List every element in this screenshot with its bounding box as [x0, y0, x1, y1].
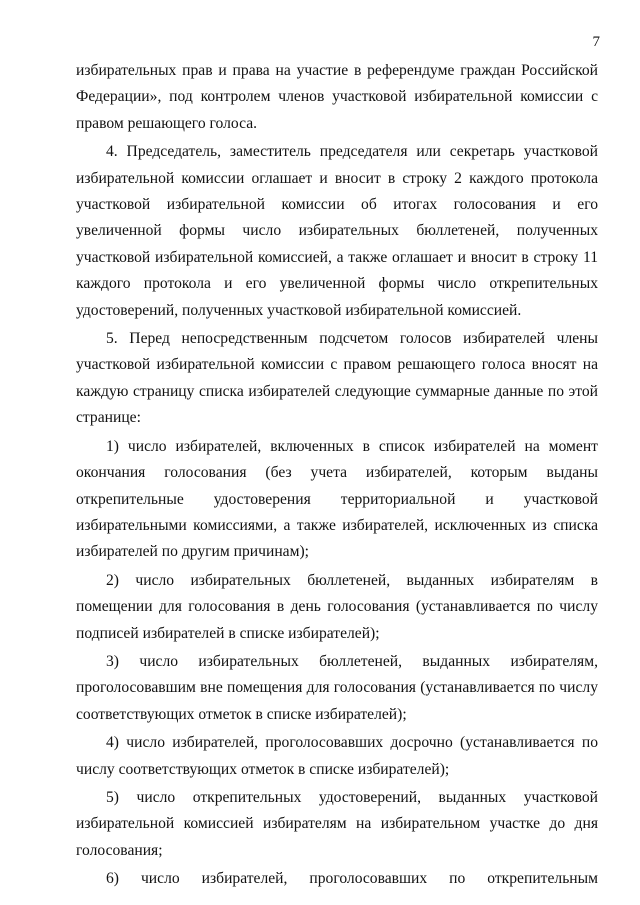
subitem-6: 6) число избирателей, проголосовавших по открепительным: [106, 870, 598, 888]
document-body: [76, 58, 598, 893]
page-number: 7: [592, 34, 600, 50]
subitem-2: 2) число избирательных бюллетеней, выданных избирателям в помещении для голосования в день голосования (устанавливается по числу подписей избирателей в списке избирателей);: [76, 571, 598, 642]
subitem-5: 5) число открепительных удостоверений, выданных участковой избирательной комиссией избирателям на избирательном участке до дня голосования;: [76, 788, 598, 859]
paragraph-item-4: 4. Председатель, заместитель председателя или секретарь участковой избирательной комиссии оглашает и вносит в строку 2 каждого протокола участковой избирательной комиссии об итогах голосования и его увеличенной формы число избирательных бюллетеней, полученных участковой избирательной комиссией, а также оглашает и вносит в строку 11 каждого протокола и его увеличенной формы число открепительных удостоверений, полученных участковой избирательной комиссией.: [76, 143, 598, 319]
paragraph-item-5: 5. Перед непосредственным подсчетом голосов избирателей члены участковой избирательной комиссии с правом решающего голоса вносят на каждую страницу списка избирателей следующие суммарные данные по этой странице:: [76, 330, 598, 427]
paragraph-continuation: избирательных прав и права на участие в референдуме граждан Российской Федерации», под контролем членов участковой избирательной комиссии с правом решающего голоса.: [76, 62, 598, 132]
subitem-1: 1) число избирателей, включенных в список избирателей на момент окончания голосования (без учета избирателей, которым выданы открепительные удостоверения территориальной и участковой избирательными комиссиями, а также избирателей, исключенных из списка избирателей по другим причинам);: [76, 437, 598, 561]
subitem-4: 4) число избирателей, проголосовавших досрочно (устанавливается по числу соответствующих отметок в списке избирателей);: [76, 734, 598, 778]
subitem-3: 3) число избирательных бюллетеней, выданных избирателям, проголосовавшим вне помещения для голосования (устанавливается по числу соответствующих отметок в списке избирателей);: [76, 652, 598, 723]
